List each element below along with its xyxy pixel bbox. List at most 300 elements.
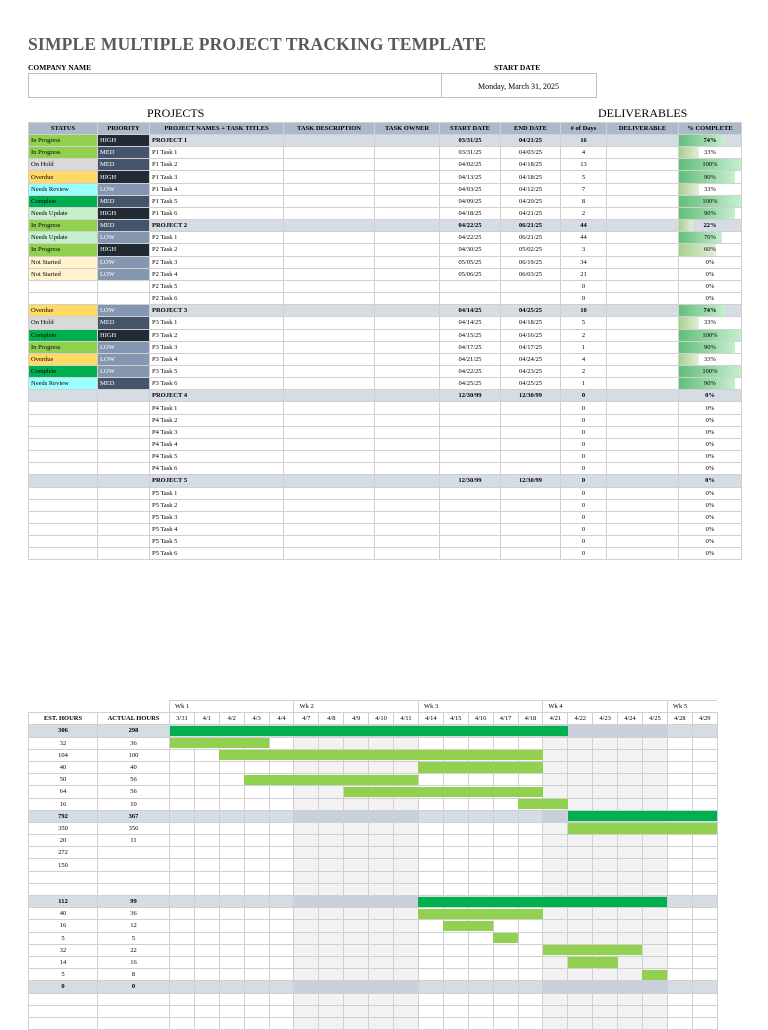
est-hours-cell[interactable]: 32: [29, 737, 98, 749]
days-cell[interactable]: 0: [561, 414, 607, 426]
task-description-cell[interactable]: [284, 171, 375, 183]
pct-complete-cell[interactable]: [679, 232, 742, 244]
status-cell[interactable]: Overdue: [29, 353, 98, 365]
end-date-cell[interactable]: 04/18/25: [501, 171, 561, 183]
deliverable-cell[interactable]: [607, 220, 679, 232]
status-cell[interactable]: [29, 548, 98, 560]
task-owner-cell[interactable]: [375, 414, 440, 426]
task-owner-cell[interactable]: [375, 341, 440, 353]
priority-cell[interactable]: [98, 499, 150, 511]
task-owner-cell[interactable]: [375, 487, 440, 499]
start-date-cell[interactable]: 04/13/25: [440, 171, 501, 183]
start-date-cell[interactable]: 05/06/25: [440, 268, 501, 280]
actual-hours-cell[interactable]: 8: [98, 969, 170, 981]
est-hours-cell[interactable]: 272: [29, 847, 98, 859]
task-description-cell[interactable]: [284, 329, 375, 341]
status-cell[interactable]: In Progress: [29, 341, 98, 353]
end-date-cell[interactable]: 12/30/99: [501, 475, 561, 487]
pct-complete-cell[interactable]: [679, 341, 742, 353]
end-date-cell[interactable]: [501, 402, 561, 414]
task-description-cell[interactable]: [284, 220, 375, 232]
pct-complete-cell[interactable]: [679, 499, 742, 511]
task-name-cell[interactable]: P4 Task 2: [150, 414, 284, 426]
end-date-cell[interactable]: 12/30/99: [501, 390, 561, 402]
est-hours-cell[interactable]: 50: [29, 774, 98, 786]
actual-hours-cell[interactable]: [98, 883, 170, 895]
task-name-cell[interactable]: P3 Task 4: [150, 353, 284, 365]
days-cell[interactable]: 0: [561, 451, 607, 463]
pct-complete-cell[interactable]: [679, 548, 742, 560]
days-cell[interactable]: 2: [561, 365, 607, 377]
end-date-cell[interactable]: [501, 280, 561, 292]
priority-cell[interactable]: [98, 293, 150, 305]
priority-cell[interactable]: [98, 402, 150, 414]
task-description-cell[interactable]: [284, 378, 375, 390]
status-cell[interactable]: Complete: [29, 329, 98, 341]
status-cell[interactable]: [29, 511, 98, 523]
task-description-cell[interactable]: [284, 183, 375, 195]
actual-hours-cell[interactable]: 11: [98, 835, 170, 847]
est-hours-cell[interactable]: [29, 871, 98, 883]
pct-complete-cell[interactable]: [679, 220, 742, 232]
actual-hours-cell[interactable]: 5: [98, 932, 170, 944]
deliverable-cell[interactable]: [607, 305, 679, 317]
priority-cell[interactable]: MED: [98, 195, 150, 207]
task-description-cell[interactable]: [284, 402, 375, 414]
priority-cell[interactable]: [98, 524, 150, 536]
deliverable-cell[interactable]: [607, 244, 679, 256]
task-owner-cell[interactable]: [375, 451, 440, 463]
days-cell[interactable]: 5: [561, 317, 607, 329]
start-date-cell[interactable]: 04/14/25: [440, 305, 501, 317]
status-cell[interactable]: [29, 524, 98, 536]
actual-hours-cell[interactable]: 56: [98, 786, 170, 798]
pct-complete-cell[interactable]: [679, 293, 742, 305]
deliverable-cell[interactable]: [607, 548, 679, 560]
task-name-cell[interactable]: P4 Task 5: [150, 451, 284, 463]
days-cell[interactable]: 4: [561, 353, 607, 365]
task-owner-cell[interactable]: [375, 402, 440, 414]
task-description-cell[interactable]: [284, 232, 375, 244]
task-name-cell[interactable]: P5 Task 5: [150, 536, 284, 548]
task-description-cell[interactable]: [284, 147, 375, 159]
priority-cell[interactable]: MED: [98, 317, 150, 329]
task-name-cell[interactable]: P1 Task 6: [150, 207, 284, 219]
task-description-cell[interactable]: [284, 268, 375, 280]
days-cell[interactable]: 8: [561, 195, 607, 207]
priority-cell[interactable]: LOW: [98, 232, 150, 244]
task-owner-cell[interactable]: [375, 183, 440, 195]
start-date-cell[interactable]: 04/18/25: [440, 207, 501, 219]
task-name-cell[interactable]: P3 Task 5: [150, 365, 284, 377]
actual-hours-cell[interactable]: 40: [98, 761, 170, 773]
task-name-cell[interactable]: P2 Task 6: [150, 293, 284, 305]
task-name-cell[interactable]: P4 Task 3: [150, 426, 284, 438]
task-description-cell[interactable]: [284, 280, 375, 292]
days-cell[interactable]: 2: [561, 329, 607, 341]
status-cell[interactable]: In Progress: [29, 220, 98, 232]
end-date-cell[interactable]: 04/21/25: [501, 207, 561, 219]
priority-cell[interactable]: [98, 463, 150, 475]
task-name-cell[interactable]: P1 Task 5: [150, 195, 284, 207]
pct-complete-cell[interactable]: [679, 426, 742, 438]
task-owner-cell[interactable]: [375, 378, 440, 390]
end-date-cell[interactable]: [501, 426, 561, 438]
start-date-cell[interactable]: [440, 536, 501, 548]
days-cell[interactable]: 0: [561, 536, 607, 548]
start-date-cell[interactable]: [440, 548, 501, 560]
priority-cell[interactable]: [98, 511, 150, 523]
end-date-cell[interactable]: [501, 499, 561, 511]
task-owner-cell[interactable]: [375, 475, 440, 487]
deliverable-cell[interactable]: [607, 207, 679, 219]
task-name-cell[interactable]: P5 Task 3: [150, 511, 284, 523]
task-name-cell[interactable]: P1 Task 1: [150, 147, 284, 159]
task-name-cell[interactable]: PROJECT 4: [150, 390, 284, 402]
task-description-cell[interactable]: [284, 438, 375, 450]
end-date-cell[interactable]: 06/21/25: [501, 220, 561, 232]
task-owner-cell[interactable]: [375, 135, 440, 147]
status-cell[interactable]: [29, 487, 98, 499]
start-date-cell[interactable]: 04/25/25: [440, 378, 501, 390]
status-cell[interactable]: Not Started: [29, 268, 98, 280]
days-cell[interactable]: 0: [561, 293, 607, 305]
pct-complete-cell[interactable]: [679, 487, 742, 499]
task-name-cell[interactable]: P5 Task 6: [150, 548, 284, 560]
actual-hours-cell[interactable]: 367: [98, 810, 170, 822]
est-hours-cell[interactable]: [29, 1005, 98, 1017]
deliverable-cell[interactable]: [607, 390, 679, 402]
actual-hours-cell[interactable]: 22: [98, 944, 170, 956]
priority-cell[interactable]: [98, 280, 150, 292]
status-cell[interactable]: Overdue: [29, 305, 98, 317]
status-cell[interactable]: [29, 293, 98, 305]
end-date-cell[interactable]: 04/25/25: [501, 305, 561, 317]
pct-complete-cell[interactable]: [679, 463, 742, 475]
status-cell[interactable]: Not Started: [29, 256, 98, 268]
status-cell[interactable]: On Hold: [29, 159, 98, 171]
end-date-cell[interactable]: 04/23/25: [501, 365, 561, 377]
end-date-cell[interactable]: [501, 293, 561, 305]
days-cell[interactable]: 0: [561, 499, 607, 511]
days-cell[interactable]: 5: [561, 171, 607, 183]
est-hours-cell[interactable]: 5: [29, 969, 98, 981]
deliverable-cell[interactable]: [607, 280, 679, 292]
end-date-cell[interactable]: [501, 536, 561, 548]
priority-cell[interactable]: HIGH: [98, 171, 150, 183]
deliverable-cell[interactable]: [607, 414, 679, 426]
end-date-cell[interactable]: 04/21/25: [501, 135, 561, 147]
task-owner-cell[interactable]: [375, 268, 440, 280]
days-cell[interactable]: 1: [561, 341, 607, 353]
est-hours-cell[interactable]: [29, 1017, 98, 1029]
actual-hours-cell[interactable]: 56: [98, 774, 170, 786]
task-owner-cell[interactable]: [375, 548, 440, 560]
est-hours-cell[interactable]: 16: [29, 920, 98, 932]
days-cell[interactable]: 0: [561, 487, 607, 499]
start-date-cell[interactable]: [440, 451, 501, 463]
task-description-cell[interactable]: [284, 536, 375, 548]
days-cell[interactable]: 0: [561, 475, 607, 487]
days-cell[interactable]: 4: [561, 147, 607, 159]
priority-cell[interactable]: LOW: [98, 305, 150, 317]
task-description-cell[interactable]: [284, 524, 375, 536]
task-description-cell[interactable]: [284, 475, 375, 487]
task-description-cell[interactable]: [284, 426, 375, 438]
deliverable-cell[interactable]: [607, 524, 679, 536]
pct-complete-cell[interactable]: [679, 171, 742, 183]
pct-complete-cell[interactable]: [679, 524, 742, 536]
priority-cell[interactable]: [98, 426, 150, 438]
deliverable-cell[interactable]: [607, 256, 679, 268]
start-date-cell[interactable]: 03/31/25: [440, 135, 501, 147]
status-cell[interactable]: [29, 451, 98, 463]
priority-cell[interactable]: LOW: [98, 268, 150, 280]
days-cell[interactable]: 13: [561, 159, 607, 171]
task-description-cell[interactable]: [284, 353, 375, 365]
status-cell[interactable]: [29, 280, 98, 292]
deliverable-cell[interactable]: [607, 438, 679, 450]
pct-complete-cell[interactable]: [679, 451, 742, 463]
task-owner-cell[interactable]: [375, 159, 440, 171]
priority-cell[interactable]: [98, 451, 150, 463]
actual-hours-cell[interactable]: [98, 1017, 170, 1029]
deliverable-cell[interactable]: [607, 378, 679, 390]
task-owner-cell[interactable]: [375, 426, 440, 438]
deliverable-cell[interactable]: [607, 183, 679, 195]
task-description-cell[interactable]: [284, 317, 375, 329]
task-owner-cell[interactable]: [375, 463, 440, 475]
pct-complete-cell[interactable]: [679, 511, 742, 523]
status-cell[interactable]: Needs Update: [29, 232, 98, 244]
days-cell[interactable]: 0: [561, 463, 607, 475]
priority-cell[interactable]: [98, 390, 150, 402]
deliverable-cell[interactable]: [607, 487, 679, 499]
end-date-cell[interactable]: [501, 511, 561, 523]
days-cell[interactable]: 3: [561, 244, 607, 256]
deliverable-cell[interactable]: [607, 329, 679, 341]
task-owner-cell[interactable]: [375, 147, 440, 159]
priority-cell[interactable]: [98, 487, 150, 499]
deliverable-cell[interactable]: [607, 341, 679, 353]
start-date-cell[interactable]: [440, 487, 501, 499]
task-name-cell[interactable]: P3 Task 2: [150, 329, 284, 341]
task-owner-cell[interactable]: [375, 524, 440, 536]
task-description-cell[interactable]: [284, 511, 375, 523]
actual-hours-cell[interactable]: [98, 1005, 170, 1017]
task-owner-cell[interactable]: [375, 353, 440, 365]
actual-hours-cell[interactable]: [98, 859, 170, 871]
task-description-cell[interactable]: [284, 390, 375, 402]
start-date-cell[interactable]: 04/30/25: [440, 244, 501, 256]
status-cell[interactable]: Complete: [29, 195, 98, 207]
actual-hours-cell[interactable]: 100: [98, 749, 170, 761]
days-cell[interactable]: 16: [561, 135, 607, 147]
task-name-cell[interactable]: P3 Task 3: [150, 341, 284, 353]
deliverable-cell[interactable]: [607, 475, 679, 487]
status-cell[interactable]: [29, 390, 98, 402]
days-cell[interactable]: 0: [561, 426, 607, 438]
end-date-cell[interactable]: 04/25/25: [501, 378, 561, 390]
task-name-cell[interactable]: P2 Task 3: [150, 256, 284, 268]
start-date-cell[interactable]: [440, 402, 501, 414]
actual-hours-cell[interactable]: 36: [98, 737, 170, 749]
deliverable-cell[interactable]: [607, 463, 679, 475]
est-hours-cell[interactable]: 64: [29, 786, 98, 798]
actual-hours-cell[interactable]: 10: [98, 798, 170, 810]
est-hours-cell[interactable]: [29, 883, 98, 895]
deliverable-cell[interactable]: [607, 353, 679, 365]
deliverable-cell[interactable]: [607, 293, 679, 305]
task-name-cell[interactable]: P5 Task 2: [150, 499, 284, 511]
task-name-cell[interactable]: PROJECT 3: [150, 305, 284, 317]
days-cell[interactable]: 21: [561, 268, 607, 280]
task-name-cell[interactable]: P4 Task 6: [150, 463, 284, 475]
task-owner-cell[interactable]: [375, 207, 440, 219]
pct-complete-cell[interactable]: [679, 268, 742, 280]
start-date-cell[interactable]: 04/17/25: [440, 341, 501, 353]
end-date-cell[interactable]: 04/20/25: [501, 195, 561, 207]
days-cell[interactable]: 0: [561, 438, 607, 450]
status-cell[interactable]: Complete: [29, 365, 98, 377]
deliverable-cell[interactable]: [607, 268, 679, 280]
deliverable-cell[interactable]: [607, 159, 679, 171]
start-date-cell[interactable]: [440, 414, 501, 426]
priority-cell[interactable]: [98, 414, 150, 426]
task-name-cell[interactable]: P1 Task 2: [150, 159, 284, 171]
actual-hours-cell[interactable]: 0: [98, 981, 170, 993]
task-owner-cell[interactable]: [375, 195, 440, 207]
task-description-cell[interactable]: [284, 305, 375, 317]
pct-complete-cell[interactable]: [679, 135, 742, 147]
pct-complete-cell[interactable]: [679, 317, 742, 329]
task-name-cell[interactable]: P1 Task 4: [150, 183, 284, 195]
deliverable-cell[interactable]: [607, 317, 679, 329]
task-name-cell[interactable]: P2 Task 2: [150, 244, 284, 256]
days-cell[interactable]: 0: [561, 511, 607, 523]
est-hours-cell[interactable]: 5: [29, 932, 98, 944]
days-cell[interactable]: 1: [561, 378, 607, 390]
end-date-cell[interactable]: 06/21/25: [501, 232, 561, 244]
task-description-cell[interactable]: [284, 499, 375, 511]
pct-complete-cell[interactable]: [679, 244, 742, 256]
task-owner-cell[interactable]: [375, 171, 440, 183]
status-cell[interactable]: In Progress: [29, 147, 98, 159]
end-date-cell[interactable]: 04/17/25: [501, 341, 561, 353]
actual-hours-cell[interactable]: 298: [98, 725, 170, 737]
task-name-cell[interactable]: P2 Task 4: [150, 268, 284, 280]
start-date-cell[interactable]: 04/03/25: [440, 183, 501, 195]
task-owner-cell[interactable]: [375, 220, 440, 232]
end-date-cell[interactable]: [501, 548, 561, 560]
task-name-cell[interactable]: P3 Task 6: [150, 378, 284, 390]
end-date-cell[interactable]: 04/03/25: [501, 147, 561, 159]
pct-complete-cell[interactable]: [679, 147, 742, 159]
priority-cell[interactable]: HIGH: [98, 244, 150, 256]
priority-cell[interactable]: MED: [98, 147, 150, 159]
task-name-cell[interactable]: P1 Task 3: [150, 171, 284, 183]
deliverable-cell[interactable]: [607, 511, 679, 523]
task-description-cell[interactable]: [284, 195, 375, 207]
status-cell[interactable]: [29, 438, 98, 450]
actual-hours-cell[interactable]: 16: [98, 956, 170, 968]
end-date-cell[interactable]: [501, 487, 561, 499]
task-name-cell[interactable]: P3 Task 1: [150, 317, 284, 329]
deliverable-cell[interactable]: [607, 536, 679, 548]
end-date-cell[interactable]: 04/24/25: [501, 353, 561, 365]
end-date-cell[interactable]: [501, 414, 561, 426]
start-date-cell[interactable]: [440, 426, 501, 438]
priority-cell[interactable]: LOW: [98, 341, 150, 353]
est-hours-cell[interactable]: [29, 993, 98, 1005]
start-date-cell[interactable]: [440, 438, 501, 450]
est-hours-cell[interactable]: 16: [29, 798, 98, 810]
task-description-cell[interactable]: [284, 365, 375, 377]
days-cell[interactable]: 7: [561, 183, 607, 195]
est-hours-cell[interactable]: 112: [29, 896, 98, 908]
start-date-cell[interactable]: [440, 499, 501, 511]
deliverable-cell[interactable]: [607, 499, 679, 511]
start-date-cell[interactable]: 04/15/25: [440, 329, 501, 341]
task-description-cell[interactable]: [284, 548, 375, 560]
end-date-cell[interactable]: [501, 438, 561, 450]
task-name-cell[interactable]: PROJECT 1: [150, 135, 284, 147]
end-date-cell[interactable]: [501, 463, 561, 475]
days-cell[interactable]: 10: [561, 305, 607, 317]
pct-complete-cell[interactable]: [679, 438, 742, 450]
task-description-cell[interactable]: [284, 256, 375, 268]
pct-complete-cell[interactable]: [679, 207, 742, 219]
start-date-cell[interactable]: 04/02/25: [440, 159, 501, 171]
pct-complete-cell[interactable]: [679, 414, 742, 426]
priority-cell[interactable]: MED: [98, 159, 150, 171]
end-date-cell[interactable]: 04/12/25: [501, 183, 561, 195]
days-cell[interactable]: 0: [561, 402, 607, 414]
end-date-cell[interactable]: [501, 451, 561, 463]
task-description-cell[interactable]: [284, 207, 375, 219]
task-description-cell[interactable]: [284, 244, 375, 256]
days-cell[interactable]: 34: [561, 256, 607, 268]
pct-complete-cell[interactable]: [679, 280, 742, 292]
task-owner-cell[interactable]: [375, 293, 440, 305]
days-cell[interactable]: 44: [561, 232, 607, 244]
task-owner-cell[interactable]: [375, 256, 440, 268]
est-hours-cell[interactable]: 306: [29, 725, 98, 737]
actual-hours-cell[interactable]: 356: [98, 822, 170, 834]
days-cell[interactable]: 0: [561, 524, 607, 536]
priority-cell[interactable]: [98, 438, 150, 450]
status-cell[interactable]: In Progress: [29, 135, 98, 147]
deliverable-cell[interactable]: [607, 195, 679, 207]
est-hours-cell[interactable]: 40: [29, 908, 98, 920]
deliverable-cell[interactable]: [607, 402, 679, 414]
days-cell[interactable]: 2: [561, 207, 607, 219]
end-date-cell[interactable]: 04/18/25: [501, 317, 561, 329]
deliverable-cell[interactable]: [607, 147, 679, 159]
start-date-cell[interactable]: [440, 463, 501, 475]
company-name-field[interactable]: [29, 74, 441, 97]
task-description-cell[interactable]: [284, 135, 375, 147]
end-date-cell[interactable]: 04/18/25: [501, 159, 561, 171]
end-date-cell[interactable]: 06/19/25: [501, 256, 561, 268]
task-owner-cell[interactable]: [375, 365, 440, 377]
start-date-cell[interactable]: 04/22/25: [440, 220, 501, 232]
deliverable-cell[interactable]: [607, 171, 679, 183]
est-hours-cell[interactable]: 32: [29, 944, 98, 956]
days-cell[interactable]: 44: [561, 220, 607, 232]
task-name-cell[interactable]: P2 Task 5: [150, 280, 284, 292]
pct-complete-cell[interactable]: [679, 195, 742, 207]
